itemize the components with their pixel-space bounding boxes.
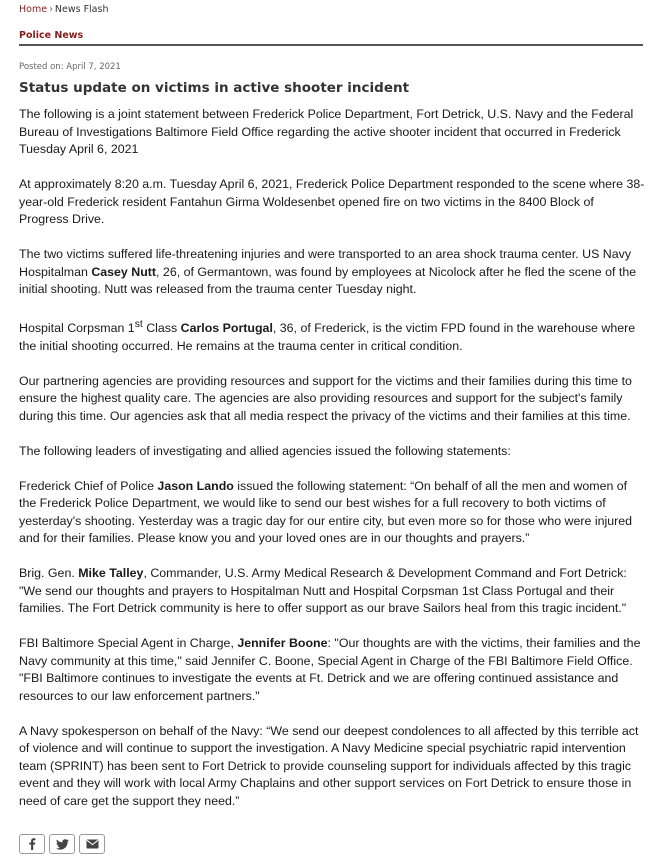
posted-date: Posted on: April 7, 2021 — [19, 62, 121, 72]
section-title: Police News — [19, 30, 84, 41]
speaker-name-talley: Mike Talley — [78, 566, 144, 581]
article-body — [19, 106, 645, 828]
paragraph-2: At approximately 8:20 a.m. Tuesday April 6, 2021, Frederick Police Department responded to the scene where 38-year-old Frederick resident Fantahun Girma Woldesenbet opened fire on two victims in the 8400 Block of Progress Drive. — [19, 177, 645, 226]
breadcrumb-separator: › — [49, 4, 53, 15]
victim-name-portugal: Carlos Portugal — [180, 321, 273, 336]
paragraph-1: The following is a joint statement between Frederick Police Department, Fort Detrick, U.S. Navy and the Federal Bureau of Investigations Baltimore Field Office regarding the active shooter incident that occurred in Frederick Tuesday April 6, 2021 — [19, 107, 634, 156]
breadcrumb-home-link[interactable]: Home — [19, 4, 48, 15]
share-twitter-button[interactable] — [49, 834, 75, 854]
section-divider — [19, 44, 643, 46]
paragraph-6: The following leaders of investigating and allied agencies issued the following statements: — [19, 443, 511, 458]
facebook-icon — [28, 838, 36, 850]
share-buttons — [19, 834, 105, 854]
share-facebook-button[interactable] — [19, 834, 45, 854]
email-icon — [86, 839, 99, 849]
paragraph-7: Frederick Chief of Police Jason Lando issued the following statement: “On behalf of all the men and women of the Frederick Police Department, we would like to send our best wishes for a full recovery to both victims of yesterday's shooting. Yesterday was a tragic day for our entire city, but even more so for those who were injured and for their families. Please know you and your loved ones are in our thoughts and prayers.” — [19, 478, 633, 546]
paragraph-4: Hospital Corpsman 1st Class Carlos Portugal, 36, of Frederick, is the victim FPD found in the warehouse where the initial shooting occurred. He remains at the trauma center in critical condition. — [19, 319, 636, 353]
speaker-name-lando: Jason Lando — [157, 478, 234, 493]
share-email-button[interactable] — [79, 834, 105, 854]
paragraph-3: The two victims suffered life-threatening injuries and were transported to an area shock trauma center. US Navy Hospitalman Casey Nutt, 26, of Germantown, was found by employees at Nicolock after he fled the scene of the initial shooting. Nutt was released from the trauma center Tuesday night. — [19, 247, 637, 296]
breadcrumb — [19, 4, 108, 15]
paragraph-9: FBI Baltimore Special Agent in Charge, Jennifer Boone: "Our thoughts are with the victims, their families and the Navy community at this time," said Jennifer C. Boone, Special Agent in Charge of the FBI Baltimore Field Office. "FBI Baltimore continues to investigate the events at Ft. Detrick and we are offering continued assistance and resources to our law enforcement partners." — [19, 636, 641, 703]
breadcrumb-current: News Flash — [54, 4, 109, 15]
twitter-icon — [56, 839, 69, 850]
paragraph-5: Our partnering agencies are providing resources and support for the victims and their families during this time to ensure the highest quality care. The agencies are also providing resources and support for the subject's family during this time. Our agencies ask that all media respect the privacy of the victims and their families at this time. — [19, 373, 632, 423]
paragraph-10: A Navy spokesperson on behalf of the Navy: “We send our deepest condolences to all affected by this terrible act of violence and will continue to support the investigation. A Navy Medicine special psychiatric rapid intervention team (SPRINT) has been sent to Fort Detrick to provide counseling support for individuals affected by this tragic event and they will work with local Army Chaplains and other support services on Fort Detrick to ensure those in need of care get the support they need.” — [19, 723, 639, 808]
paragraph-8: Brig. Gen. Mike Talley, Commander, U.S. Army Medical Research & Development Command and Fort Detrick: "We send our thoughts and prayers to Hospitalman Nutt and Hospital Corpsman 1st Class Portugal and their families. The Fort Detrick community is here to offer support as our brave Sailors heal from this tragic incident." — [19, 566, 627, 616]
article-title: Status update on victims in active shooter incident — [19, 80, 410, 96]
victim-name-nutt: Casey Nutt — [91, 264, 157, 279]
speaker-name-boone: Jennifer Boone — [237, 636, 328, 651]
